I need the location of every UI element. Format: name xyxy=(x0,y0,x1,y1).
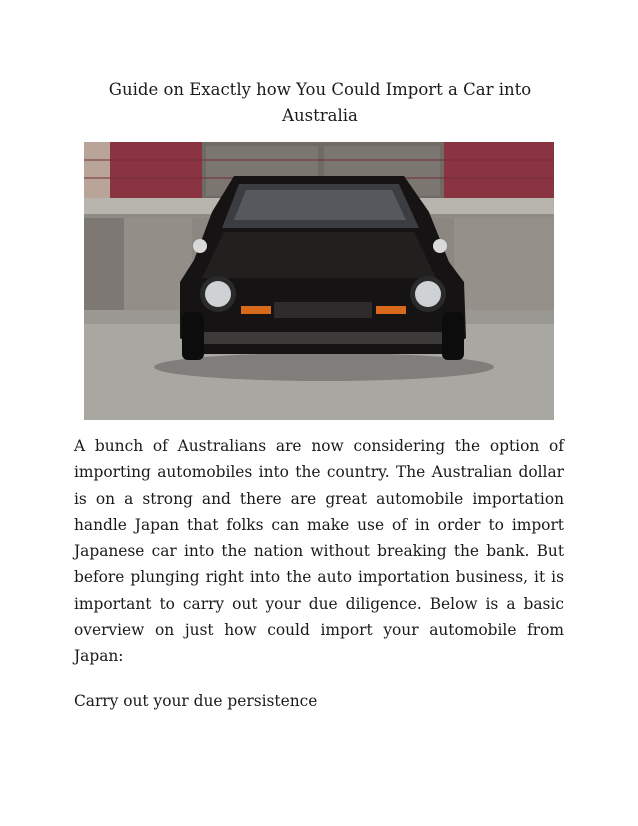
body-paragraph: A bunch of Australians are now considering the option of importing automobiles into the country. The Australian dollar is on a strong and there are great automobile importation handle Japan that folks can make use of in order to import Japanese car into the nation without breaking the bank. But before plunging right into the auto importation business, it is important to carry out your due diligence. Below is a basic overview on just how could import your automobile from Japan: xyxy=(74,437,564,666)
car-photo-icon xyxy=(84,142,554,420)
car-photo xyxy=(84,142,554,420)
section-heading: Carry out your due persistence xyxy=(74,692,318,710)
page-title: Guide on Exactly how You Could Import a Car into Australia xyxy=(108,80,532,125)
